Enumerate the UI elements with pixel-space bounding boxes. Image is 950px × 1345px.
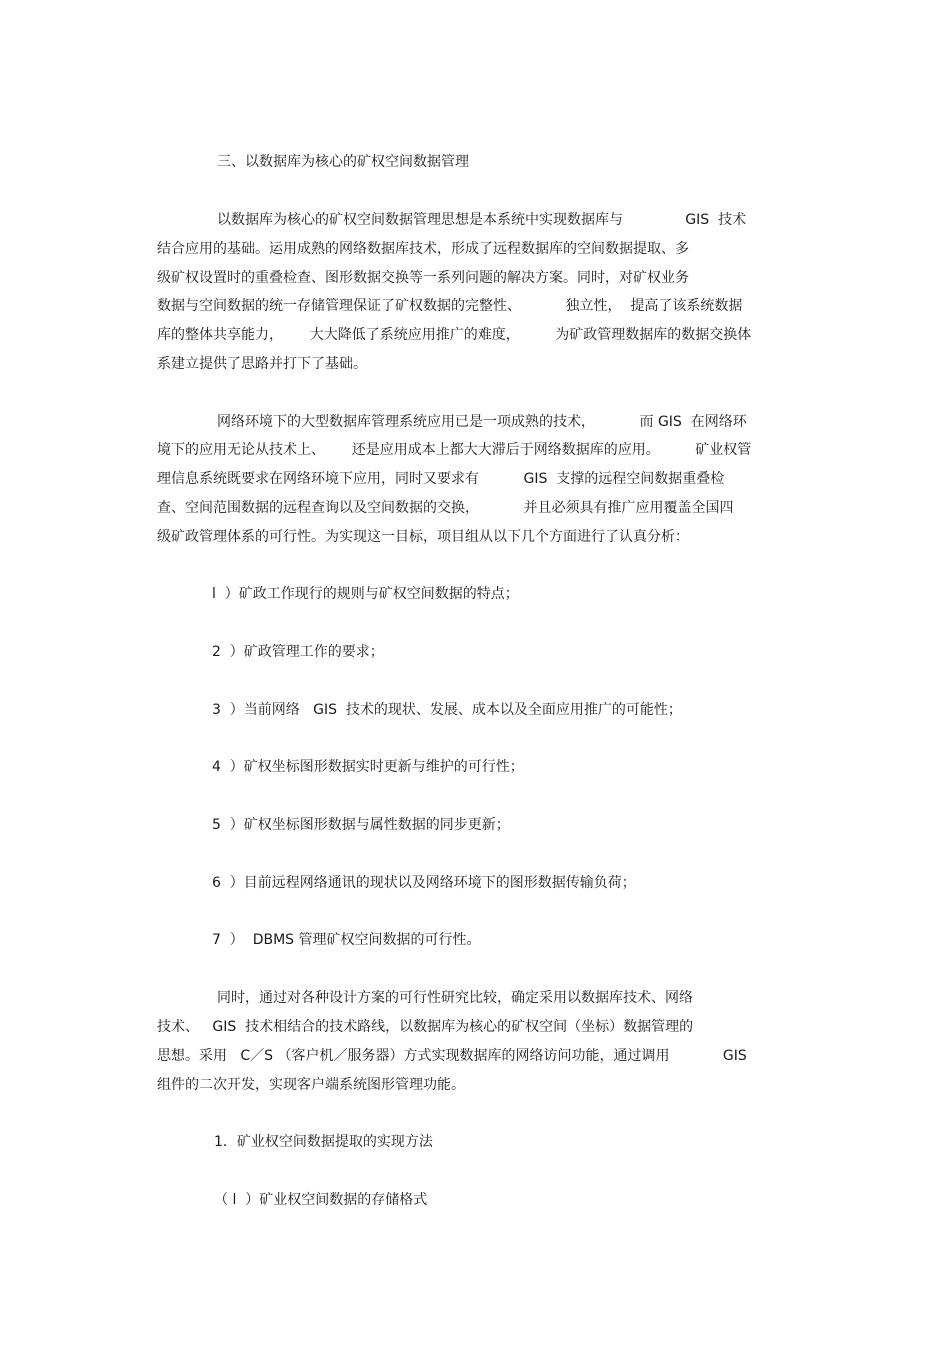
section-heading: 三、以数据库为核心的矿权空间数据管理 [217, 154, 469, 170]
paragraph-line: 理信息系统既要求在网络环境下应用，同时又要求有 GIS 支撑的远程空间数据重叠检 [157, 471, 725, 487]
paragraph-line: 思想。采用 C／S （客户机／服务器）方式实现数据库的网络访问功能，通过调用 GIS [157, 1048, 747, 1064]
paragraph-line: 以数据库为核心的矿权空间数据管理思想是本系统中实现数据库与 GIS 技术 [217, 212, 747, 228]
paragraph-line: 库的整体共享能力， 大大降低了系统应用推广的难度， 为矿政管理数据库的数据交换体 [157, 327, 752, 343]
list-item: 5 ）矿权坐标图形数据与属性数据的同步更新； [212, 817, 510, 833]
paragraph-line: 级矿权设置时的重叠检查、图形数据交换等一系列问题的解决方案。同时，对矿权业务 [157, 270, 689, 286]
paragraph-line: 境下的应用无论从技术上、 还是应用成本上都大大滞后于网络数据库的应用。 矿业权管 [157, 442, 752, 458]
paragraph-line: 同时，通过对各种设计方案的可行性研究比较，确定采用以数据库技术、网络 [217, 990, 693, 1006]
paragraph-line: 系建立提供了思路并打下了基础。 [157, 356, 367, 372]
paragraph-line: 技术、 GIS 技术相结合的技术路线，以数据库为核心的矿权空间（坐标）数据管理的 [157, 1019, 694, 1035]
list-item: 3 ）当前网络 GIS 技术的现状、发展、成本以及全面应用推广的可能性； [212, 702, 682, 718]
paragraph-line: 组件的二次开发，实现客户端系统图形管理功能。 [157, 1077, 465, 1093]
list-item: l ）矿政工作现行的规则与矿权空间数据的特点； [212, 586, 519, 602]
paragraph-line: 结合应用的基础。运用成熟的网络数据库技术，形成了远程数据库的空间数据提取、多 [157, 241, 689, 257]
list-item: 7 ） DBMS 管理矿权空间数据的可行性。 [212, 932, 481, 948]
paragraph-line: 数据与空间数据的统一存储管理保证了矿权数据的完整性、 独立性， 提高了该系统数据 [157, 298, 743, 314]
paragraph-line: 查、空间范围数据的远程查询以及空间数据的交换， 并且必须具有推广应用覆盖全国四 [157, 500, 734, 516]
paragraph-line: 网络环境下的大型数据库管理系统应用已是一项成熟的技术， 而 GIS 在网络环 [217, 414, 747, 430]
paragraph-line: 级矿政管理体系的可行性。为实现这一目标，项目组从以下几个方面进行了认真分析： [157, 529, 689, 545]
subsection-heading: （ l ）矿业权空间数据的存储格式 [214, 1192, 428, 1208]
subsection-heading: 1．矿业权空间数据提取的实现方法 [214, 1134, 433, 1150]
list-item: 4 ）矿权坐标图形数据实时更新与维护的可行性； [212, 759, 524, 775]
list-item: 6 ）目前远程网络通讯的现状以及网络环境下的图形数据传输负荷； [212, 875, 636, 891]
list-item: 2 ）矿政管理工作的要求； [212, 644, 384, 660]
